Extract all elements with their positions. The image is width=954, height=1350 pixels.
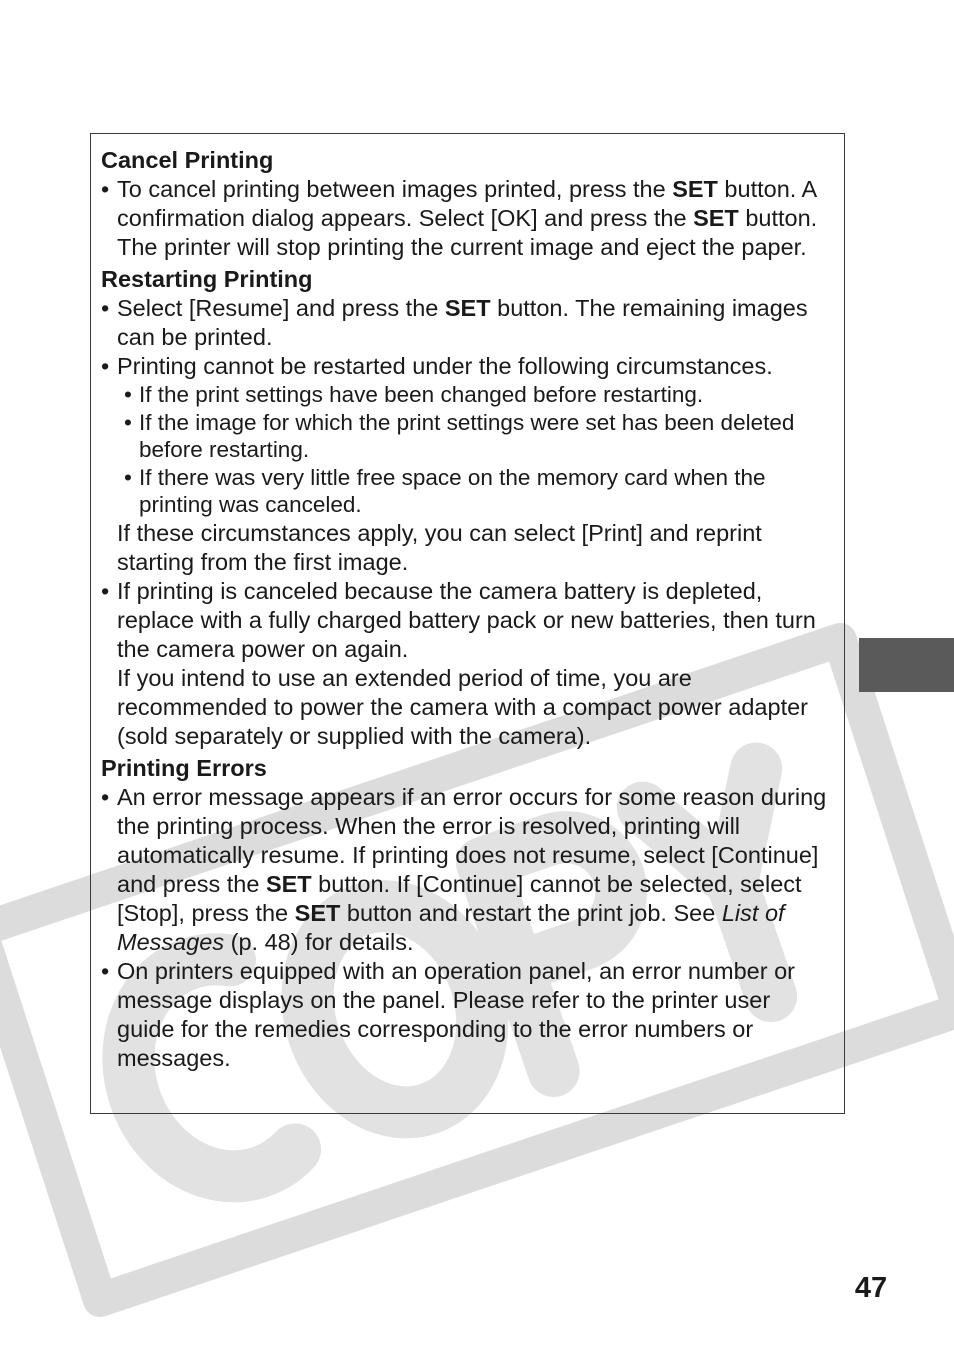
bullet-glyph: • xyxy=(101,176,110,202)
chapter-tab xyxy=(859,638,954,692)
set-button-name: SET xyxy=(693,205,739,231)
errors-bullet-message: • An error message appears if an error occurs for some reason during the printing process. When the error is resolved, printing will automatically resume. If printing does not resume, select [Continue] and press the SET button. If [Continue] cannot be selected, select [Stop], press the SET button and restart the print job. See List of Messages (p. 48) for details. xyxy=(101,783,827,955)
printing-errors-heading: Printing Errors xyxy=(101,754,267,781)
printing-notes-box xyxy=(90,133,845,1114)
cancel-printing-heading: Cancel Printing xyxy=(101,147,274,173)
circumstance-item: • If the print settings have been changed before restarting. xyxy=(124,382,704,407)
circumstance-item: • If there was very little free space on the memory card when the printing was canceled. xyxy=(124,464,766,517)
set-button-name: SET xyxy=(672,176,718,202)
page-number: 47 xyxy=(854,1272,888,1304)
restart-bullet-circumstances: • Printing cannot be restarted under the following circumstances. xyxy=(101,353,773,379)
reprint-note: If these circumstances apply, you can select [Print] and reprint starting from the first image. xyxy=(117,519,762,575)
restart-bullet-resume: • Select [Resume] and press the SET button. The remaining images can be printed. xyxy=(101,295,808,350)
cancel-bullet: • To cancel printing between images printed, press the SET button. A confirmation dialog appears. Select [OK] and press the SET button. The printer will stop printing the current image and eject the paper. xyxy=(101,176,818,260)
circumstance-item: • If the image for which the print settings were set has been deleted before restarting. xyxy=(124,409,795,462)
set-button-name: SET xyxy=(265,870,312,897)
list-of-messages-reference: List of Messages xyxy=(117,899,785,955)
set-button-name: SET xyxy=(444,295,491,321)
restart-bullet-battery: • If printing is canceled because the camera battery is depleted, replace with a fully charged battery pack or new batteries, then turn the camera power on again. xyxy=(101,577,816,662)
power-adapter-note: If you intend to use an extended period of time, you are recommended to power the camera with a compact power adapter (sold separately or supplied with the camera). xyxy=(117,664,808,749)
errors-bullet-panel: • On printers equipped with an operation panel, an error number or message displays on the panel. Please refer to the printer user guide for the remedies corresponding to the error numbers or messages. xyxy=(101,957,795,1071)
set-button-name: SET xyxy=(294,899,341,926)
restarting-printing-heading: Restarting Printing xyxy=(101,266,313,292)
